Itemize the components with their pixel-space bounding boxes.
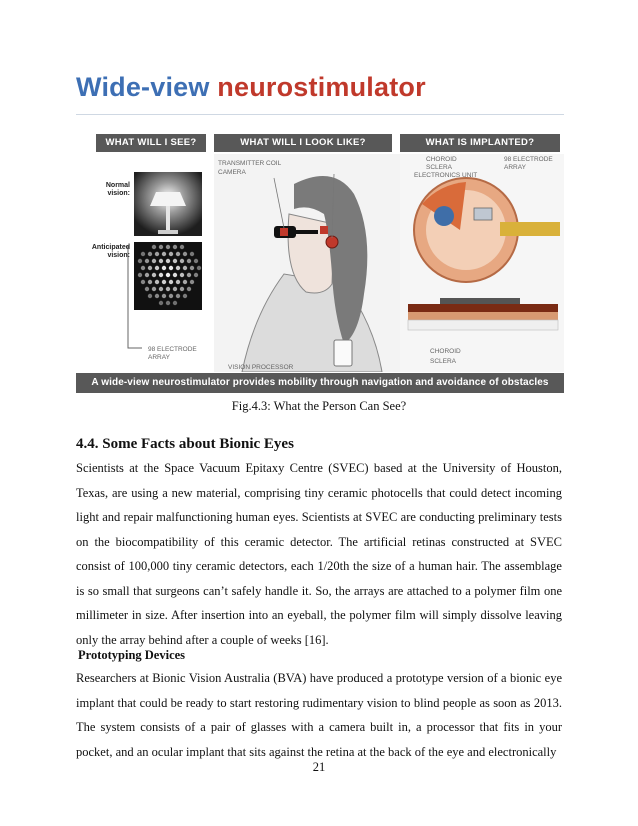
phosphene-dot	[162, 280, 166, 284]
phosphene-dot	[162, 266, 166, 270]
phosphene-dot	[152, 287, 156, 291]
phosphene-dot	[145, 287, 149, 291]
subheading-prototyping: Prototyping Devices	[78, 648, 186, 662]
phosphene-dot	[148, 266, 152, 270]
phosphene-dot	[183, 294, 187, 298]
phosphene-dot	[152, 273, 156, 277]
phosphene-dot	[169, 280, 173, 284]
panel-header-look: WHAT WILL I LOOK LIKE?	[214, 134, 392, 152]
phosphene-dot	[155, 294, 159, 298]
phosphene-dot	[173, 259, 177, 263]
paragraph-svec-text: Scientists at the Space Vacuum Epitaxy Centre (SVEC) based at the University of Houston, Texas, are using a new material, comprising tiny ceramic photocells that could detect incoming light and repair malfunctioning human eyes. Scientists at SVEC are conducting preliminary tests on the biocompatibility of this ceramic detector. The artificial retinas constructed at SVEC consist of 100,000 tiny ceramic detectors, each 1/20th the size of a human hair. The assemblage is so small that surgeons can’t safely handle it. So, the arrays are attached to a polymer film one millimeter in size. After insertion into an eyeball, the polymer film will simply dissolve leaving only the array behind after a couple of weeks [16].	[76, 461, 562, 647]
figure-title-rule	[76, 114, 564, 115]
normal-vision-image	[134, 172, 202, 236]
phosphene-dot	[145, 259, 149, 263]
phosphene-dot	[173, 273, 177, 277]
phosphene-dot	[194, 273, 198, 277]
figure	[76, 66, 564, 396]
paragraph-svec	[76, 456, 562, 652]
panel-header-implant: WHAT IS IMPLANTED?	[400, 134, 560, 152]
phosphene-dot	[162, 294, 166, 298]
phosphene-dot	[183, 266, 187, 270]
phosphene-dot	[159, 273, 163, 277]
phosphene-dot	[155, 266, 159, 270]
phosphene-dot	[166, 273, 170, 277]
phosphene-dot	[159, 259, 163, 263]
phosphene-dot	[183, 252, 187, 256]
page-number: 21	[312, 760, 326, 774]
phosphene-dot	[145, 273, 149, 277]
implant-illustration	[400, 154, 564, 372]
transmitter-coil-label: TRANSMITTER COIL	[218, 160, 282, 167]
phosphene-dot	[159, 301, 163, 305]
electrode-array-label: 98 ELECTRODE ARRAY	[148, 346, 197, 361]
phosphene-dot	[148, 294, 152, 298]
vision-processor-label: VISION PROCESSOR	[228, 364, 294, 371]
phosphene-dot	[180, 259, 184, 263]
phosphene-dot	[166, 259, 170, 263]
person-illustration	[214, 154, 400, 372]
phosphene-dot	[180, 245, 184, 249]
section-heading: 4.4. Some Facts about Bionic Eyes	[76, 436, 294, 452]
array-bracket-line	[124, 244, 144, 356]
phosphene-dot	[176, 294, 180, 298]
phosphene-dot	[190, 280, 194, 284]
phosphene-dot	[152, 245, 156, 249]
phosphene-dot	[169, 252, 173, 256]
anticipated-vision-image	[134, 242, 202, 310]
phosphene-dot	[194, 259, 198, 263]
anticipated-vision-label: Anticipated vision:	[91, 244, 130, 259]
figure-title-part1: Wide-view	[76, 72, 210, 102]
figure-title	[76, 72, 426, 103]
phosphene-dot	[176, 252, 180, 256]
phosphene-dot	[152, 259, 156, 263]
phosphene-dot	[148, 280, 152, 284]
phosphene-dot	[173, 287, 177, 291]
camera-label: CAMERA	[218, 169, 246, 176]
phosphene-dot	[169, 294, 173, 298]
electrode-array-label-implant: 98 ELECTRODE ARRAY	[504, 156, 553, 171]
phosphene-dot	[166, 287, 170, 291]
phosphene-dot	[187, 259, 191, 263]
phosphene-dot	[183, 280, 187, 284]
phosphene-dot	[176, 280, 180, 284]
choroid-label: CHOROID	[426, 156, 457, 163]
paragraph-bva-text: Researchers at Bionic Vision Australia (BVA) have produced a prototype version of a bionic eye implant that could be ready to start restoring rudimentary vision to blind people as soon as 2013. The system consists of a pair of glasses with a camera built in, a processor that fits in your pocket, and an ocular implant that sits against the retina at the back of the eye and electronically	[76, 671, 562, 759]
phosphene-dot	[187, 287, 191, 291]
phosphene-dot	[187, 273, 191, 277]
figure-caption: Fig.4.3: What the Person Can See?	[231, 399, 407, 413]
sclera-label-cross-section: SCLERA	[430, 358, 457, 365]
phosphene-dot	[159, 287, 163, 291]
normal-vision-label: Normal vision:	[105, 182, 130, 197]
phosphene-dot	[155, 280, 159, 284]
phosphene-dot	[197, 266, 201, 270]
figure-title-part2: neurostimulator	[217, 72, 426, 102]
phosphene-dot	[162, 252, 166, 256]
phosphene-dot	[148, 252, 152, 256]
phosphene-dot	[155, 252, 159, 256]
figure-caption-bar: A wide-view neurostimulator provides mobility through navigation and avoidance of obstacles	[76, 373, 564, 393]
phosphene-dot	[173, 301, 177, 305]
choroid-label-cross-section: CHOROID	[430, 348, 461, 355]
phosphene-dot	[166, 245, 170, 249]
phosphene-dot	[190, 252, 194, 256]
phosphene-dot	[180, 287, 184, 291]
phosphene-dot	[159, 245, 163, 249]
phosphene-dot	[169, 266, 173, 270]
panel-header-see: WHAT WILL I SEE?	[96, 134, 206, 152]
phosphene-dot	[190, 266, 194, 270]
phosphene-dot	[166, 301, 170, 305]
sclera-label: SCLERA	[426, 164, 453, 171]
electronics-unit-label: ELECTRONICS UNIT	[414, 172, 478, 179]
phosphene-dot	[180, 273, 184, 277]
phosphene-dot	[176, 266, 180, 270]
paragraph-bva	[76, 666, 562, 764]
phosphene-dot	[173, 245, 177, 249]
